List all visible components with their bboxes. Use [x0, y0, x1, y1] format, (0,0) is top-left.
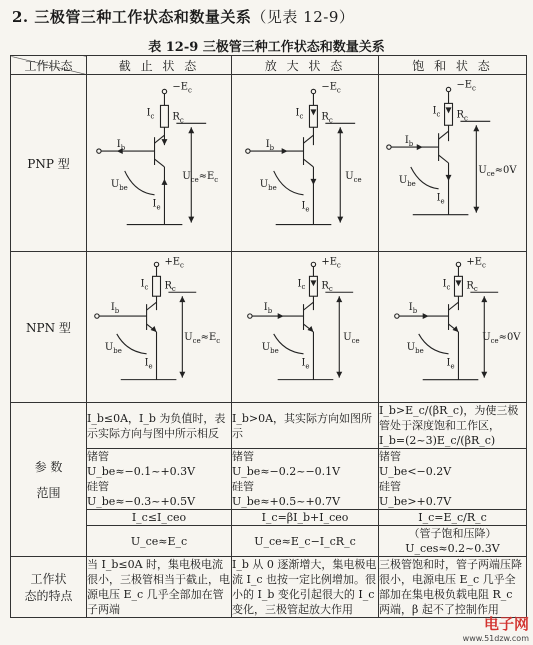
cutoff-ge: 锗管 — [87, 450, 109, 463]
pnp-active-diagram — [232, 75, 378, 251]
pnp-row — [11, 75, 527, 252]
pnp-cutoff-circuit — [87, 75, 232, 252]
pnp-sat-circuit — [379, 75, 527, 252]
ie-label: $I_e$ — [436, 192, 445, 206]
active-si-v: U_be≈+0.5~+0.7V — [232, 495, 341, 508]
header-state: 工作状态 — [11, 56, 87, 75]
npn-cutoff-diagram — [87, 252, 231, 402]
sat-uce-note: （管子饱和压降） — [408, 527, 497, 540]
active-ge-v: U_be≈−0.2~−0.1V — [232, 465, 341, 478]
watermark-logo: 电子网 — [483, 615, 529, 633]
rc-label: $R_c$ — [466, 280, 478, 294]
npn-cutoff-circuit — [87, 252, 232, 403]
ie-label: $I_e$ — [446, 357, 455, 371]
pos-ec-label: $+E_c$ — [164, 256, 184, 270]
sat-features: 三极管饱和时，管子两端压降很小，电源电压 E_c 几乎全部加在集电极负载电阻 R_c 两端，β 起不了控制作用 — [379, 557, 527, 618]
ib-label: $I_b$ — [265, 139, 275, 153]
section-heading — [12, 6, 354, 27]
ube-label: $U_{be}$ — [110, 178, 128, 192]
pnp-label: PNP 型 — [11, 75, 87, 252]
features-label-line2: 态的特点 — [24, 589, 73, 603]
ube-label: $U_{be}$ — [406, 341, 424, 355]
param-cond-row — [11, 403, 527, 449]
rc-label: $R_c$ — [321, 280, 333, 294]
sat-uce-value: U_ces≈0.2~0.3V — [405, 542, 500, 555]
ib-label: $I_b$ — [110, 302, 120, 316]
rc-label: $R_c$ — [321, 111, 333, 125]
features-row — [11, 557, 527, 618]
npn-active-circuit — [232, 252, 379, 403]
active-ge: 锗管 — [232, 450, 254, 463]
uce-label: $U_{ce}$ — [343, 331, 360, 345]
params-label-line2: 范围 — [36, 485, 61, 500]
header-active: 放 大 状 态 — [232, 56, 379, 75]
npn-sat-diagram — [379, 252, 526, 402]
npn-sat-circuit — [379, 252, 527, 403]
neg-ec-label: $-E_c$ — [321, 81, 341, 95]
uce-label: $U_{ce}\approx 0V$ — [482, 331, 521, 345]
ib-label: $I_b$ — [408, 302, 418, 316]
pnp-sat-diagram — [379, 75, 526, 251]
sat-uce — [379, 526, 527, 557]
sat-ic: I_c=E_c/R_c — [379, 510, 527, 526]
ie-label: $I_e$ — [301, 357, 310, 371]
param-ic-row — [11, 510, 527, 526]
table-title: 表 12-9 三极管三种工作状态和数量关系 — [148, 40, 385, 55]
npn-active-diagram — [232, 252, 378, 402]
rc-label: $R_c$ — [456, 109, 468, 123]
ie-label: $I_e$ — [152, 198, 161, 212]
cutoff-si: 硅管 — [87, 480, 109, 493]
active-si: 硅管 — [232, 480, 254, 493]
cutoff-ube — [87, 449, 232, 510]
neg-ec-label: $-E_c$ — [172, 81, 192, 95]
heading-note: （见表 12-9） — [251, 8, 355, 26]
rc-label: $R_c$ — [172, 111, 184, 125]
param-uce-row — [11, 526, 527, 557]
header-cutoff: 截 止 状 态 — [87, 56, 232, 75]
cutoff-ge-v: U_be≈−0.1~+0.3V — [87, 465, 196, 478]
ib-label: $I_b$ — [263, 302, 273, 316]
features-label — [11, 557, 87, 618]
cutoff-ic: I_c≤I_ceo — [87, 510, 232, 526]
sat-condition: I_b>E_c/(βR_c)，为使三极管处于深度饱和工作区，I_b=(2~3)E_c/(βR_c) — [379, 403, 527, 449]
param-ube-row — [11, 449, 527, 510]
header-row — [11, 56, 527, 75]
active-uce: U_ce≈E_c−I_cR_c — [232, 526, 379, 557]
ic-label: $I_c$ — [297, 278, 306, 292]
watermark-url: www.51dzw.com — [462, 634, 529, 643]
active-ube — [232, 449, 379, 510]
ic-label: $I_c$ — [146, 107, 155, 121]
sat-ube — [379, 449, 527, 510]
ic-label: $I_c$ — [442, 278, 451, 292]
pos-ec-label: $+E_c$ — [321, 256, 341, 270]
params-label-line1: 参 数 — [34, 459, 63, 474]
sat-ge: 锗管 — [379, 450, 401, 463]
sat-si-v: U_be>+0.7V — [379, 495, 452, 508]
cutoff-uce: U_ce≈E_c — [87, 526, 232, 557]
pos-ec-label: $+E_c$ — [466, 256, 486, 270]
rc-label: $R_c$ — [164, 280, 176, 294]
features-label-line1: 工作状 — [30, 572, 67, 586]
watermark — [463, 613, 529, 643]
active-ic: I_c=βI_b+I_ceo — [232, 510, 379, 526]
neg-ec-label: $-E_c$ — [456, 79, 476, 93]
ib-label: $I_b$ — [404, 135, 414, 149]
ic-label: $I_c$ — [140, 278, 149, 292]
heading-text: 2. 三极管三种工作状态和数量关系 — [12, 8, 252, 26]
ic-label: $I_c$ — [432, 105, 441, 119]
cutoff-features: 当 I_b≤0A 时，集电极电流很小，三极管相当于截止，电源电压 E_c 几乎全部加在管子两端 — [87, 558, 230, 616]
params-label — [11, 403, 87, 557]
ic-label: $I_c$ — [295, 107, 304, 121]
uce-label: $U_{ce}\approx E_c$ — [184, 331, 221, 345]
npn-row — [11, 252, 527, 403]
uce-label: $U_{ce}\approx 0V$ — [478, 164, 517, 178]
uce-label: $U_{ce}$ — [345, 170, 362, 184]
npn-label: NPN 型 — [11, 252, 87, 403]
sat-ge-v: U_be<−0.2V — [379, 465, 452, 478]
pnp-cutoff-diagram — [87, 75, 231, 251]
sat-si: 硅管 — [379, 480, 401, 493]
active-features: I_b 从 0 逐渐增大，集电极电流 I_c 也按一定比例增加。很小的 I_b 变化引起很大的 I_c 变化，三极管起放大作用 — [232, 557, 379, 618]
cutoff-si-v: U_be≈−0.3~+0.5V — [87, 495, 196, 508]
ie-label: $I_e$ — [144, 357, 153, 371]
header-saturation: 饱 和 状 态 — [379, 56, 527, 75]
ube-label: $U_{be}$ — [398, 174, 416, 188]
cutoff-condition: I_b≤0A，I_b 为负值时，表示实际方向与图中所示相反 — [87, 403, 232, 449]
states-table — [10, 55, 527, 618]
ube-label: $U_{be}$ — [104, 341, 122, 355]
pnp-active-circuit — [232, 75, 379, 252]
ib-label: $I_b$ — [116, 139, 126, 153]
active-condition: I_b>0A，其实际方向如图所示 — [232, 403, 379, 449]
ube-label: $U_{be}$ — [259, 178, 277, 192]
ube-label: $U_{be}$ — [261, 341, 279, 355]
ie-label: $I_e$ — [301, 200, 310, 214]
uce-label: $U_{ce}\approx E_c$ — [182, 170, 219, 184]
